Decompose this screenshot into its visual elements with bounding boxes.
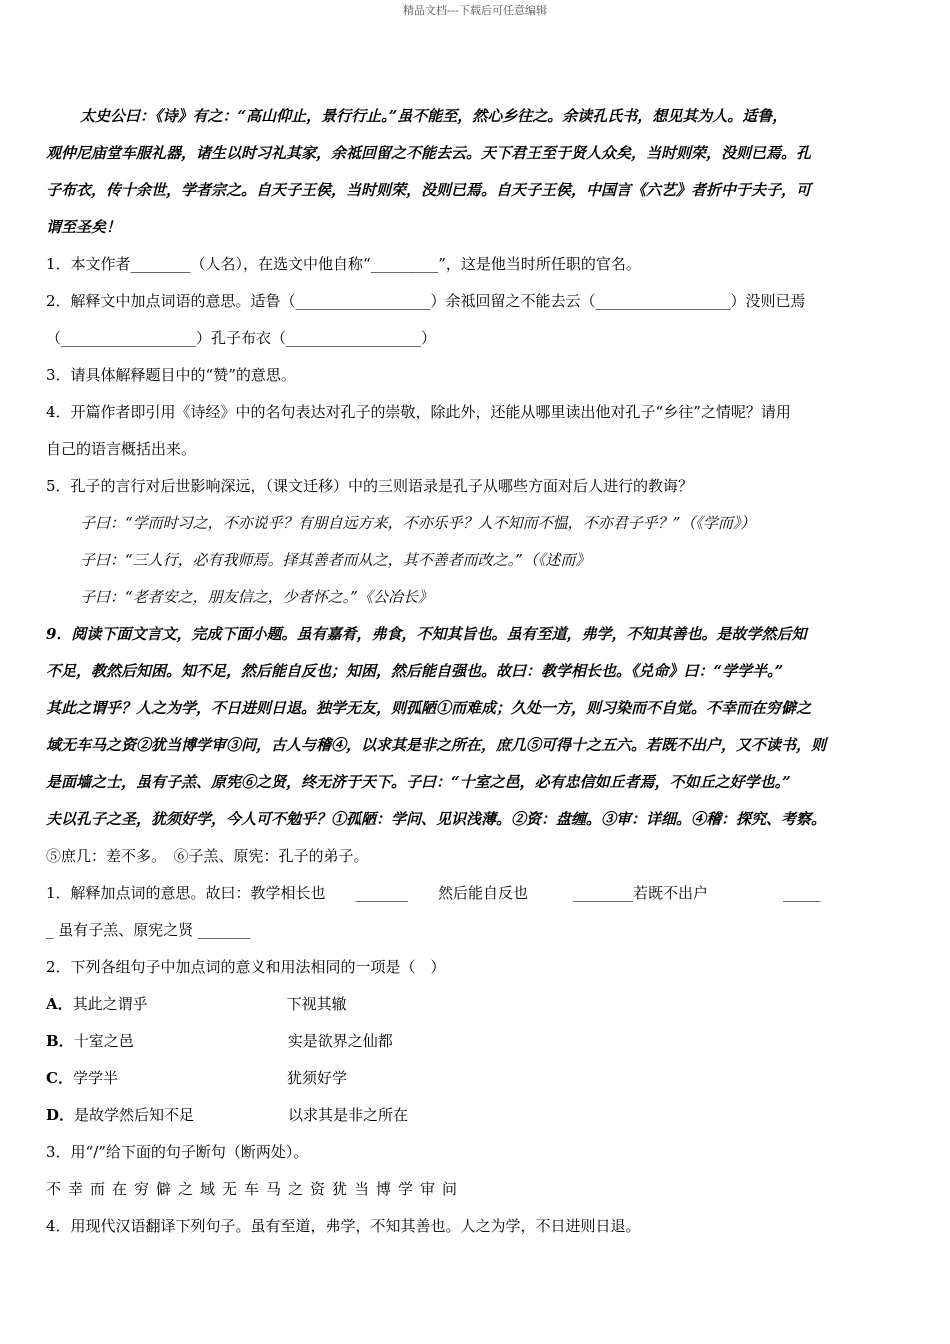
passage2-line: 其此之谓乎？人之为学，不日进则日退。独学无友，则孤陋①而难成；久处一方，则习染而不自觉。不幸而在穷僻之 — [46, 699, 812, 717]
quote-line: 子曰：“学而时习之，不亦说乎？有朋自远方来，不亦乐乎？人不知而不愠，不亦君子乎？”（《学而》） — [80, 514, 756, 532]
passage2-line: 是面墙之士，虽有子羔、原宪⑥之贤，终无济于天下。子曰：“十室之邑，必有忠信如丘者焉，不如丘之好学也。” — [46, 773, 791, 791]
option-label: D． — [46, 1106, 75, 1124]
passage2-line: 不足，教然后知困。知不足，然后能自反也；知困，然后能自强也。故曰：教学相长也。《兑命》曰：“学学半。” — [46, 662, 784, 680]
document-body — [46, 98, 906, 1245]
option-b — [46, 1023, 906, 1060]
option-right: 以求其是非之所在 — [288, 1106, 409, 1124]
question-4: 4．开篇作者即引用《诗经》中的名句表达对孔子的崇敬，除此外，还能从哪里读出他对孔子“乡往”之情呢？请用 — [46, 403, 791, 421]
option-a — [46, 986, 906, 1023]
sub-question-4: 4．用现代汉语翻译下列句子。虽有至道，弗学，不知其善也。人之为学，不日进则日退。 — [46, 1217, 641, 1235]
option-d — [46, 1097, 906, 1134]
sub-question-1: 1．解释加点词的意思。故曰：教学相长也 _______ 然后能自反也 ________若既不出户 _____ — [46, 884, 821, 902]
option-left: 是故学然后知不足 — [74, 1106, 195, 1124]
question-2-cont: （__________________）孔子布衣（__________________） — [46, 329, 437, 347]
option-c — [46, 1060, 906, 1097]
sub-question-1-cont: _ 虽有子羔、原宪之贤 _______ — [46, 921, 251, 939]
question-2: 2．解释文中加点词语的意思。适鲁（__________________）余祗回留之不能去云（__________________）没则已焉 — [46, 292, 806, 310]
question-5: 5．孔子的言行对后世影响深远，（课文迁移）中的三则语录是孔子从哪些方面对后人进行的教诲？ — [46, 477, 694, 495]
option-right: 下视其辙 — [286, 995, 347, 1013]
passage2-line: 夫以孔子之圣，犹须好学，今人可不勉乎？①孤陋：学问、见识浅薄。②资：盘缠。③审：详细。④稽：探究、考察。 — [46, 810, 827, 828]
question-1: 1．本文作者________（人名），在选文中他自称“_________”，这是他当时所任职的官名。 — [46, 255, 641, 273]
option-right: 犹须好学 — [286, 1069, 347, 1087]
sub-question-3-text: 不幸而在穷僻之域无车马之资犹当博学审问 — [46, 1180, 465, 1198]
option-left: 学学半 — [72, 1069, 118, 1087]
question-4-cont: 自己的语言概括出来。 — [46, 440, 197, 458]
passage2-line: 域无车马之资②犹当博学审③问，古人与稽④，以求其是非之所在，庶几⑤可得十之五六。若既不出户，又不读书，则 — [46, 736, 827, 754]
quote-line: 子曰：“老者安之，朋友信之，少者怀之。”《公冶长》 — [80, 588, 433, 606]
option-left: 十室之邑 — [73, 1032, 134, 1050]
quote-line: 子曰：“三人行，必有我师焉。择其善者而从之，其不善者而改之。”（《述而》 — [80, 551, 591, 569]
option-right: 实是欲界之仙都 — [287, 1032, 393, 1050]
option-label: A． — [46, 995, 73, 1013]
passage-line: 观仲尼庙堂车服礼器，诸生以时习礼其家，余祗回留之不能去云。天下君王至于贤人众矣，当时则荣，没则已焉。孔 — [46, 144, 812, 162]
passage-line: 太史公曰：《诗》有之：“高山仰止，景行行止。”虽不能至，然心乡往之。余读孔氏书，想见其为人。适鲁， — [80, 107, 788, 125]
option-label: B． — [46, 1032, 74, 1050]
sub-question-3: 3．用“/”给下面的句子断句（断两处）。 — [46, 1143, 309, 1161]
passage-line: 子布衣，传十余世，学者宗之。自天子王侯，当时则荣，没则已焉。自天子王侯，中国言《六艺》者折中于夫子，可 — [46, 181, 812, 199]
passage-line: 谓至圣矣！ — [46, 218, 122, 236]
page-header: 精品文档---下载后可任意编辑 — [403, 4, 547, 17]
sub-question-2: 2．下列各组句子中加点词的意义和用法相同的一项是（ ） — [46, 958, 446, 976]
option-label: C． — [46, 1069, 73, 1087]
question-3: 3．请具体解释题目中的“赞”的意思。 — [46, 366, 296, 384]
option-left: 其此之谓乎 — [72, 995, 148, 1013]
passage2-notes: ⑤庶几：差不多。 ⑥子羔、原宪：孔子的弟子。 — [46, 847, 369, 865]
passage2-line: 9．阅读下面文言文，完成下面小题。虽有嘉肴，弗食，不知其旨也。虽有至道，弗学，不知其善也。是故学然后知 — [46, 625, 807, 643]
